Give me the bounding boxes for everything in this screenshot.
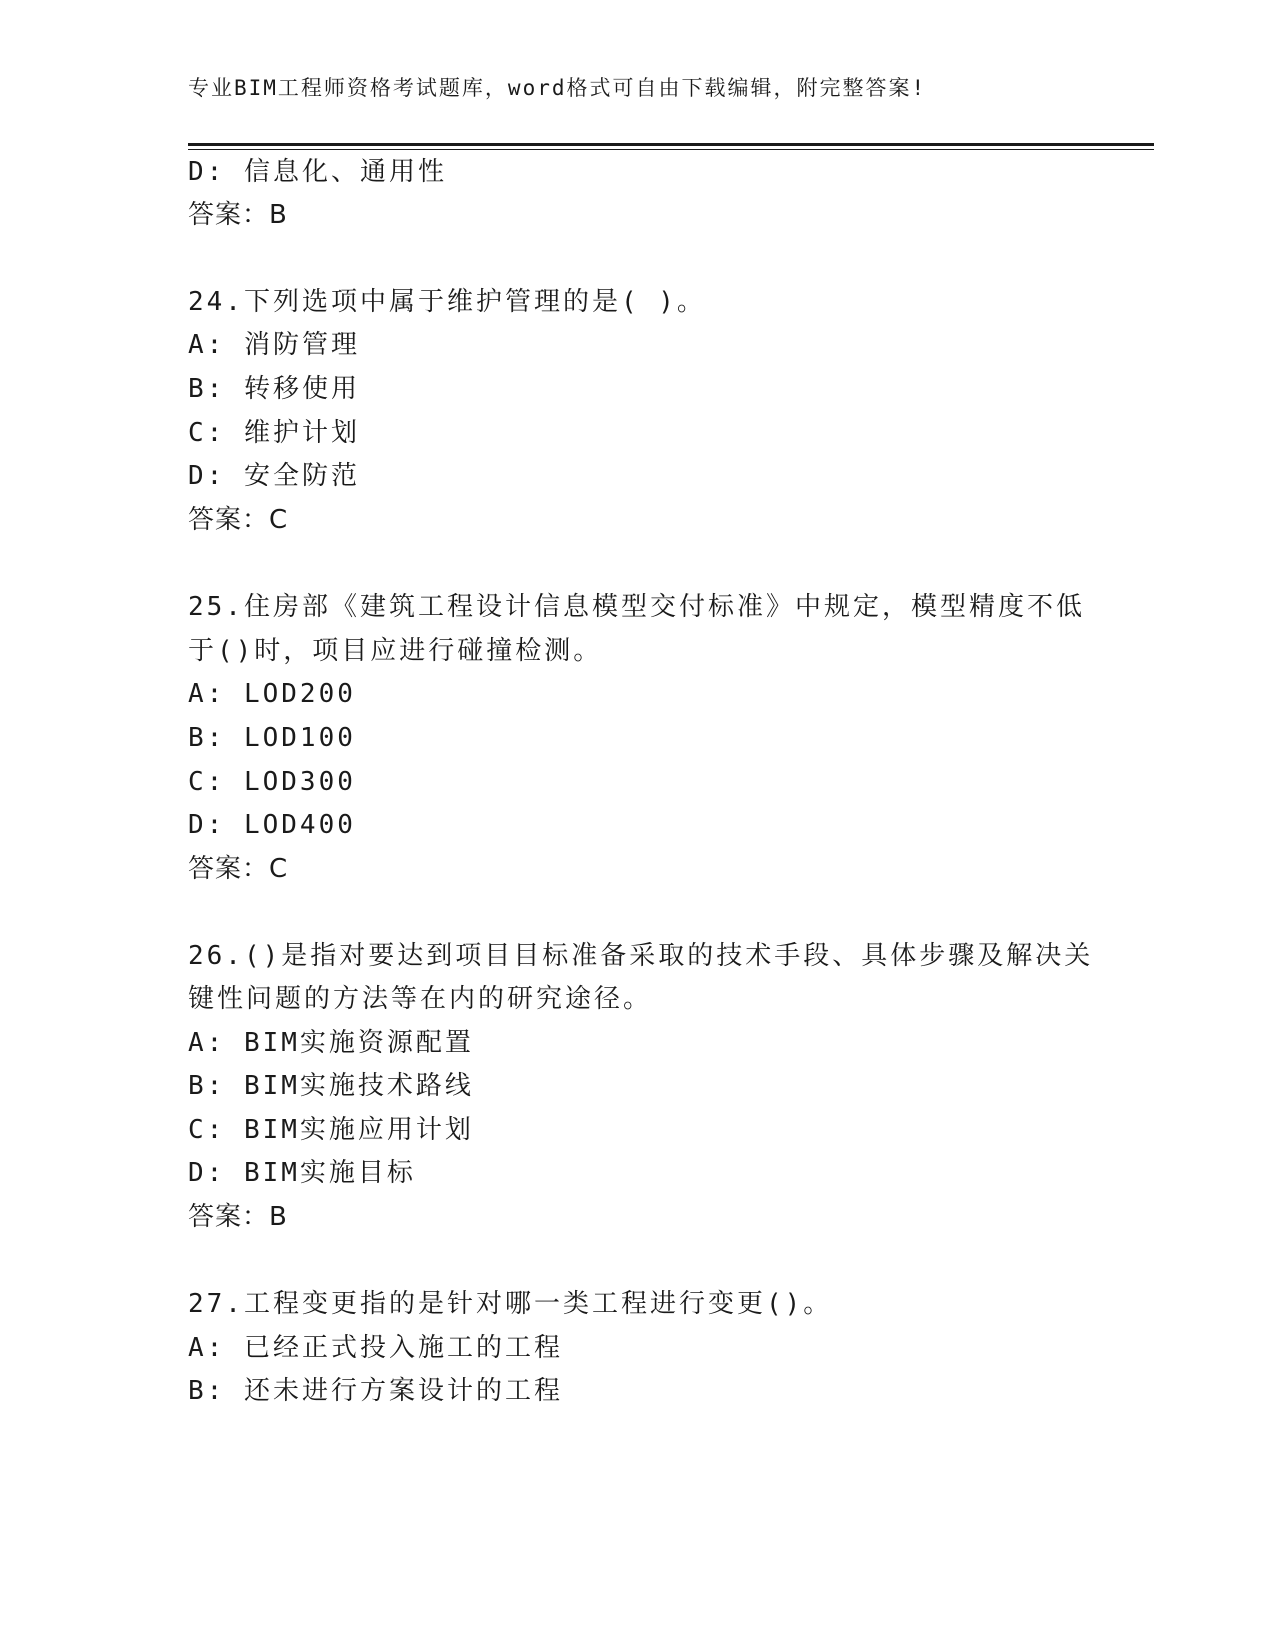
q27-option-a: A: 已经正式投入施工的工程 bbox=[188, 1333, 563, 1363]
q24-option-d: D: 安全防范 bbox=[188, 461, 360, 491]
q26-stem-line-2: 键性问题的方法等在内的研究途径。 bbox=[188, 984, 653, 1014]
header-rule-thin bbox=[188, 149, 1154, 150]
q24-answer: 答案：C bbox=[188, 505, 289, 535]
q26-answer: 答案：B bbox=[188, 1202, 288, 1232]
q24-option-c: C: 维护计划 bbox=[188, 418, 360, 448]
q25-option-b: B: LOD100 bbox=[188, 723, 356, 753]
q27-option-b: B: 还未进行方案设计的工程 bbox=[188, 1376, 563, 1406]
q26-option-d: D: BIM实施目标 bbox=[188, 1158, 416, 1188]
q26-option-c: C: BIM实施应用计划 bbox=[188, 1115, 474, 1145]
q25-option-d: D: LOD400 bbox=[188, 810, 356, 840]
q26-stem-line-1: 26.()是指对要达到项目目标准备采取的技术手段、具体步骤及解决关 bbox=[188, 941, 1094, 971]
prev-option-d: D: 信息化、通用性 bbox=[188, 157, 447, 187]
q25-stem-line-2: 于()时，项目应进行碰撞检测。 bbox=[188, 636, 603, 666]
q24-stem-line-1: 24.下列选项中属于维护管理的是( )。 bbox=[188, 287, 706, 317]
q25-answer: 答案：C bbox=[188, 854, 289, 884]
q27-stem-line-1: 27.工程变更指的是针对哪一类工程进行变更()。 bbox=[188, 1289, 833, 1319]
q25-option-a: A: LOD200 bbox=[188, 679, 356, 709]
q24-option-b: B: 转移使用 bbox=[188, 374, 360, 404]
q25-option-c: C: LOD300 bbox=[188, 767, 356, 797]
q25-stem-line-1: 25.住房部《建筑工程设计信息模型交付标准》中规定，模型精度不低 bbox=[188, 592, 1085, 622]
page-header-text: 专业BIM工程师资格考试题库，word格式可自由下载编辑，附完整答案! bbox=[188, 76, 927, 100]
q26-option-a: A: BIM实施资源配置 bbox=[188, 1028, 474, 1058]
q26-option-b: B: BIM实施技术路线 bbox=[188, 1071, 474, 1101]
prev-answer: 答案：B bbox=[188, 200, 288, 230]
q24-option-a: A: 消防管理 bbox=[188, 330, 360, 360]
header-rule-thick bbox=[188, 143, 1154, 146]
